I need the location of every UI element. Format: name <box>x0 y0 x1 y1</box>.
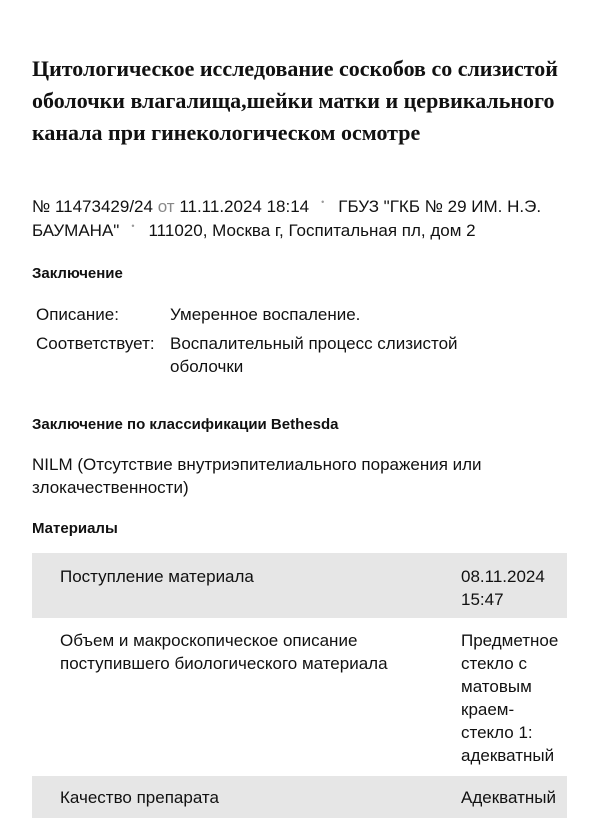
conclusion-row-description <box>36 303 576 326</box>
conclusion-list <box>36 303 576 384</box>
separator-dot: • <box>321 197 325 207</box>
institution-name: ГБУЗ "ГКБ № 29 ИМ. Н.Э. БАУМАНА" <box>32 197 542 240</box>
description-key: Описание: <box>36 305 119 324</box>
document-meta <box>32 195 577 243</box>
document-number: № 11473429/24 <box>32 197 153 216</box>
document-title: Цитологическое исследование соскобов со слизистой оболочки влагалища,шейки матки и цервикального канала при гинекологическом осмотре <box>32 56 558 145</box>
conclusion-heading: Заключение <box>32 265 123 282</box>
table-row <box>32 618 567 776</box>
bethesda-text: NILM (Отсутствие внутриэпителиального поражения или злокачественности) <box>32 455 482 497</box>
table-row <box>32 776 567 818</box>
table-row <box>32 553 567 618</box>
institution-address: 111020, Москва г, Госпитальная пл, дом 2 <box>148 221 476 240</box>
material-value: 08.11.2024 15:47 <box>461 567 545 609</box>
corresponds-value: Воспалительный процесс слизистой оболочки <box>170 334 458 376</box>
conclusion-row-corresponds <box>36 332 576 378</box>
material-value: Адекватный <box>461 788 556 807</box>
bethesda-heading: Заключение по классификации Bethesda <box>32 416 339 433</box>
material-value: Предметное стекло с матовым краем- стекло 1: адекватный <box>461 631 559 765</box>
material-label: Поступление материала <box>60 567 254 586</box>
from-word: от <box>157 197 175 216</box>
document-datetime: 11.11.2024 18:14 <box>179 197 310 216</box>
description-value: Умеренное воспаление. <box>170 305 361 324</box>
materials-heading: Материалы <box>32 520 118 537</box>
materials-table <box>32 553 567 818</box>
separator-dot: • <box>131 221 135 231</box>
material-label: Качество препарата <box>60 788 219 807</box>
corresponds-key: Соответствует: <box>36 334 155 353</box>
material-label: Объем и макроскопическое описание поступившего биологического материала <box>60 631 388 673</box>
